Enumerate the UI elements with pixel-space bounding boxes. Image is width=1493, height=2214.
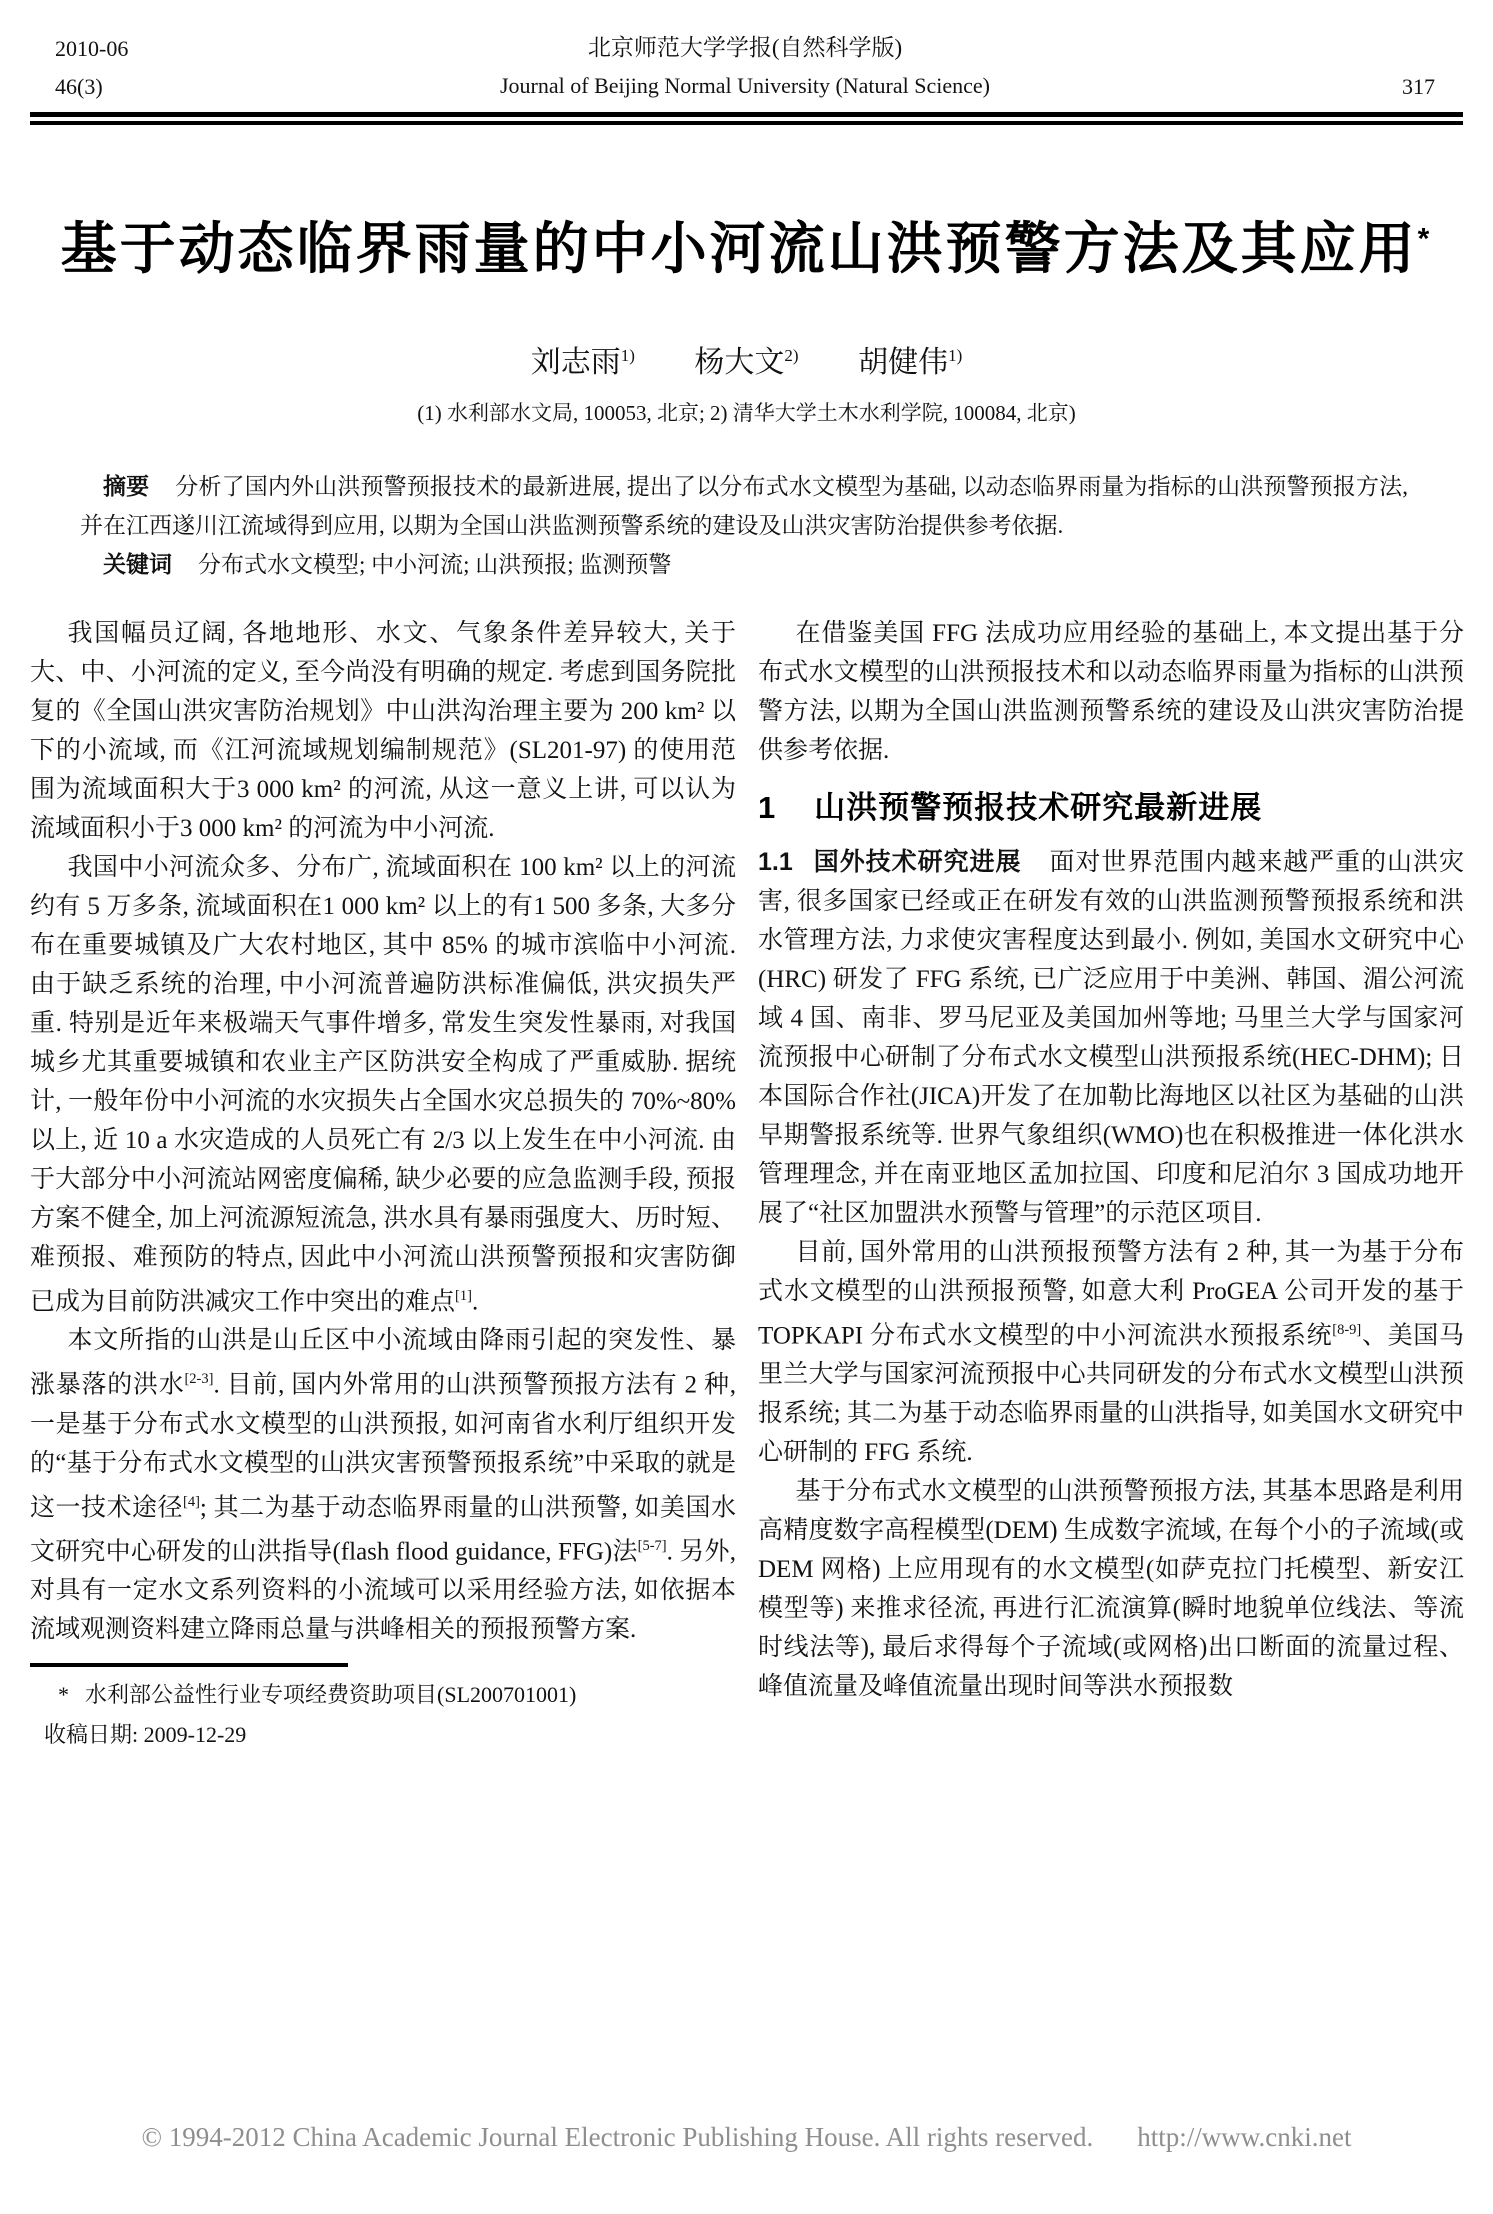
page-number: 317 xyxy=(1402,74,1435,99)
paragraph-river-statistics: 我国中小河流众多、分布广, 流域面积在 100 km² 以上的河流约有 5 万多条, 流域面积在1 000 km² 以上的有1 500 多条, 大多分布在重要城镇及广大农村地区, 其中 85% 的城市滨临中小河流. 由于缺乏系统的治理, 中小河流普遍防洪标准偏低, 洪灾损失严重. 特别是近年来极端天气事件增多, 常发生突发性暴雨, 对我国城乡尤其重要城镇和农业主产区防洪安全构成了严重威胁. 据统计, 一般年份中小河流的水灾损失占全国水灾总损失的 70%~80% 以上, 近 10 a 水灾造成的人员死亡有 2/3 以上发生在中小河流. 由于大部分中小河流站网密度偏稀, 缺少必要的应急监测手段, 预报方案不健全, 加上河流源短流急, 洪水具有暴雨强度大、历时短、难预报、难预防的特点, 因此中小河流山洪预警预报和灾害防御已成为目前防洪减灾工作中突出的难点[1]. xyxy=(30,854,736,1316)
subsection-1-1-text: 面对世界范围内越来越严重的山洪灾害, 很多国家已经或正在研发有效的山洪监测预警预报系统和洪水管理方法, 力求使灾害程度达到最小. 例如, 美国水文研究中心(HRC) 研发了 FFG 系统, 已广泛应用于中美洲、韩国、湄公河流域 4 国、南非、罗马尼亚及美国加州等地; 马里兰大学与国家河流预报中心研制了分布式水文模型山洪预报系统(HEC-DHM); 日本国际合作社(JICA)开发了在加勒比海地区以社区为基础的山洪早期警报系统等. 世界气象组织(WMO)也在积极推进一体化洪水管理理念, 并在南亚地区孟加拉国、印度和尼泊尔 3 国成功地开展了“社区加盟洪水预警与管理”的示范区项目. xyxy=(758,849,1464,1227)
right-column xyxy=(758,614,1464,1755)
page-header xyxy=(0,0,1493,106)
copyright-text: © 1994-2012 China Academic Journal Electronic Publishing House. All rights reserved. xyxy=(141,2122,1094,2152)
cnki-url: http://www.cnki.net xyxy=(1137,2122,1352,2152)
header-date: 2010-06 xyxy=(55,36,129,61)
keywords-paragraph xyxy=(80,545,1408,584)
subsection-1-1-number: 1.1 xyxy=(758,848,793,876)
paper-title-text: 基于动态临界雨量的中小河流山洪预警方法及其应用 xyxy=(60,217,1418,280)
body-columns xyxy=(30,614,1465,1755)
journal-title-cn: 北京师范大学学报(自然科学版) xyxy=(587,35,903,60)
header-issue: 46(3) xyxy=(55,74,103,99)
keywords-text: 分布式水文模型; 中小河流; 山洪预报; 监测预警 xyxy=(198,552,672,577)
abstract-label: 摘要 xyxy=(103,473,150,499)
footnote-fund xyxy=(30,1675,736,1715)
paragraph-intro-rivers: 我国幅员辽阔, 各地地形、水文、气象条件差异较大, 关于大、中、小河流的定义, 至今尚没有明确的规定. 考虑到国务院批复的《全国山洪灾害防治规划》中山洪沟治理主要为 200 km² 以下的小流域, 而《江河流域规划编制规范》(SL201-97) 的使用范围为流域面积大于3 000 km² 的河流, 从这一意义上讲, 可以认为流域面积小于3 000 km² 的河流为中小河流. xyxy=(30,620,736,842)
title-footnote-marker: * xyxy=(1417,222,1433,256)
author-line xyxy=(0,337,1493,381)
abstract-text: 分析了国内外山洪预警预报技术的最新进展, 提出了以分布式水文模型为基础, 以动态临界雨量为指标的山洪预警预报方法, 并在江西遂川江流域得到应用, 以期为全国山洪监测预警系统的建设及山洪灾害防治提供参考依据. xyxy=(80,474,1409,538)
copyright-footer xyxy=(0,2122,1493,2153)
author-3 xyxy=(858,346,962,379)
paper-title xyxy=(30,205,1463,285)
author-3-superscript: 1) xyxy=(948,346,963,365)
header-center xyxy=(230,30,1260,106)
paragraph-foreign-methods: 目前, 国外常用的山洪预报预警方法有 2 种, 其一为基于分布式水文模型的山洪预报预警, 如意大利 ProGEA 公司开发的基于 TOPKAPI 分布式水文模型的中小河流洪水预报系统[8-9]、美国马里兰大学与国家河流预报中心共同研发的分布式水文模型山洪预报系统; 其二为基于动态临界雨量的山洪指导, 如美国水文研究中心研制的 FFG 系统. xyxy=(758,1239,1464,1467)
paragraph-flashflood-definition: 本文所指的山洪是山丘区中小流域由降雨引起的突发性、暴涨暴落的洪水[2-3]. 目前, 国内外常用的山洪预警预报方法有 2 种, 一是基于分布式水文模型的山洪预报, 如河南省水利厅组织开发的“基于分布式水文模型的山洪灾害预警预报系统”中采取的就是这一技术途径[4]; 其二为基于动态临界雨量的山洪预警, 如美国水文研究中心研发的山洪指导(flash flood guidance, FFG)法[5-7]. 另外, 对具有一定水文系列资料的小流域可以采用经验方法, 如依据本流域观测资料建立降雨总量与洪峰相关的预报预警方案. xyxy=(30,1327,736,1644)
author-1-name: 刘志雨 xyxy=(530,346,621,379)
abstract-block xyxy=(80,467,1408,584)
author-3-name: 胡健伟 xyxy=(858,346,949,379)
footnote-fund-text: 水利部公益性行业专项经费资助项目(SL200701001) xyxy=(85,1682,577,1708)
left-column xyxy=(30,614,736,1755)
section-1-number: 1 xyxy=(758,790,777,825)
author-1 xyxy=(531,346,635,379)
affiliation: (1) 水利部水文局, 100053, 北京; 2) 清华大学土木水利学院, 100084, 北京) xyxy=(417,401,1076,425)
header-left xyxy=(55,30,230,106)
footnote-rule xyxy=(30,1663,348,1667)
subsection-1-1 xyxy=(758,843,1464,1233)
paragraph-ffg-basis: 在借鉴美国 FFG 法成功应用经验的基础上, 本文提出基于分布式水文模型的山洪预报技术和以动态临界雨量为指标的山洪预警方法, 以期为全国山洪监测预警系统的建设及山洪灾害防治提供参考依据. xyxy=(758,620,1464,764)
author-2-name: 杨大文 xyxy=(694,346,785,379)
author-1-superscript: 1) xyxy=(620,346,635,365)
abstract-paragraph xyxy=(80,467,1408,545)
header-double-rule xyxy=(30,112,1463,125)
footnote-received-date: 收稿日期: 2009-12-29 xyxy=(44,1722,247,1748)
subsection-1-1-title: 国外技术研究进展 xyxy=(812,848,1022,876)
footnote-asterisk: * xyxy=(58,1682,69,1708)
journal-title-en: Journal of Beijing Normal University (Natural Science) xyxy=(500,73,990,98)
author-2 xyxy=(694,346,798,379)
section-1-heading xyxy=(758,788,1464,827)
author-2-superscript: 2) xyxy=(784,346,799,365)
keywords-label: 关键词 xyxy=(103,551,172,577)
footnote-block xyxy=(30,1663,736,1755)
paragraph-dem-method: 基于分布式水文模型的山洪预警预报方法, 其基本思路是利用高精度数字高程模型(DEM) 生成数字流域, 在每个小的子流域(或 DEM 网格) 上应用现有的水文模型(如萨克拉门托模型、新安江模型等) 来推求径流, 再进行汇流演算(瞬时地貌单位线法、等流时线法等), 最后求得每个子流域(或网格)出口断面的流量过程、峰值流量及峰值流量出现时间等洪水预报数 xyxy=(758,1478,1464,1701)
section-1-title: 山洪预警预报技术研究最新进展 xyxy=(814,790,1263,825)
